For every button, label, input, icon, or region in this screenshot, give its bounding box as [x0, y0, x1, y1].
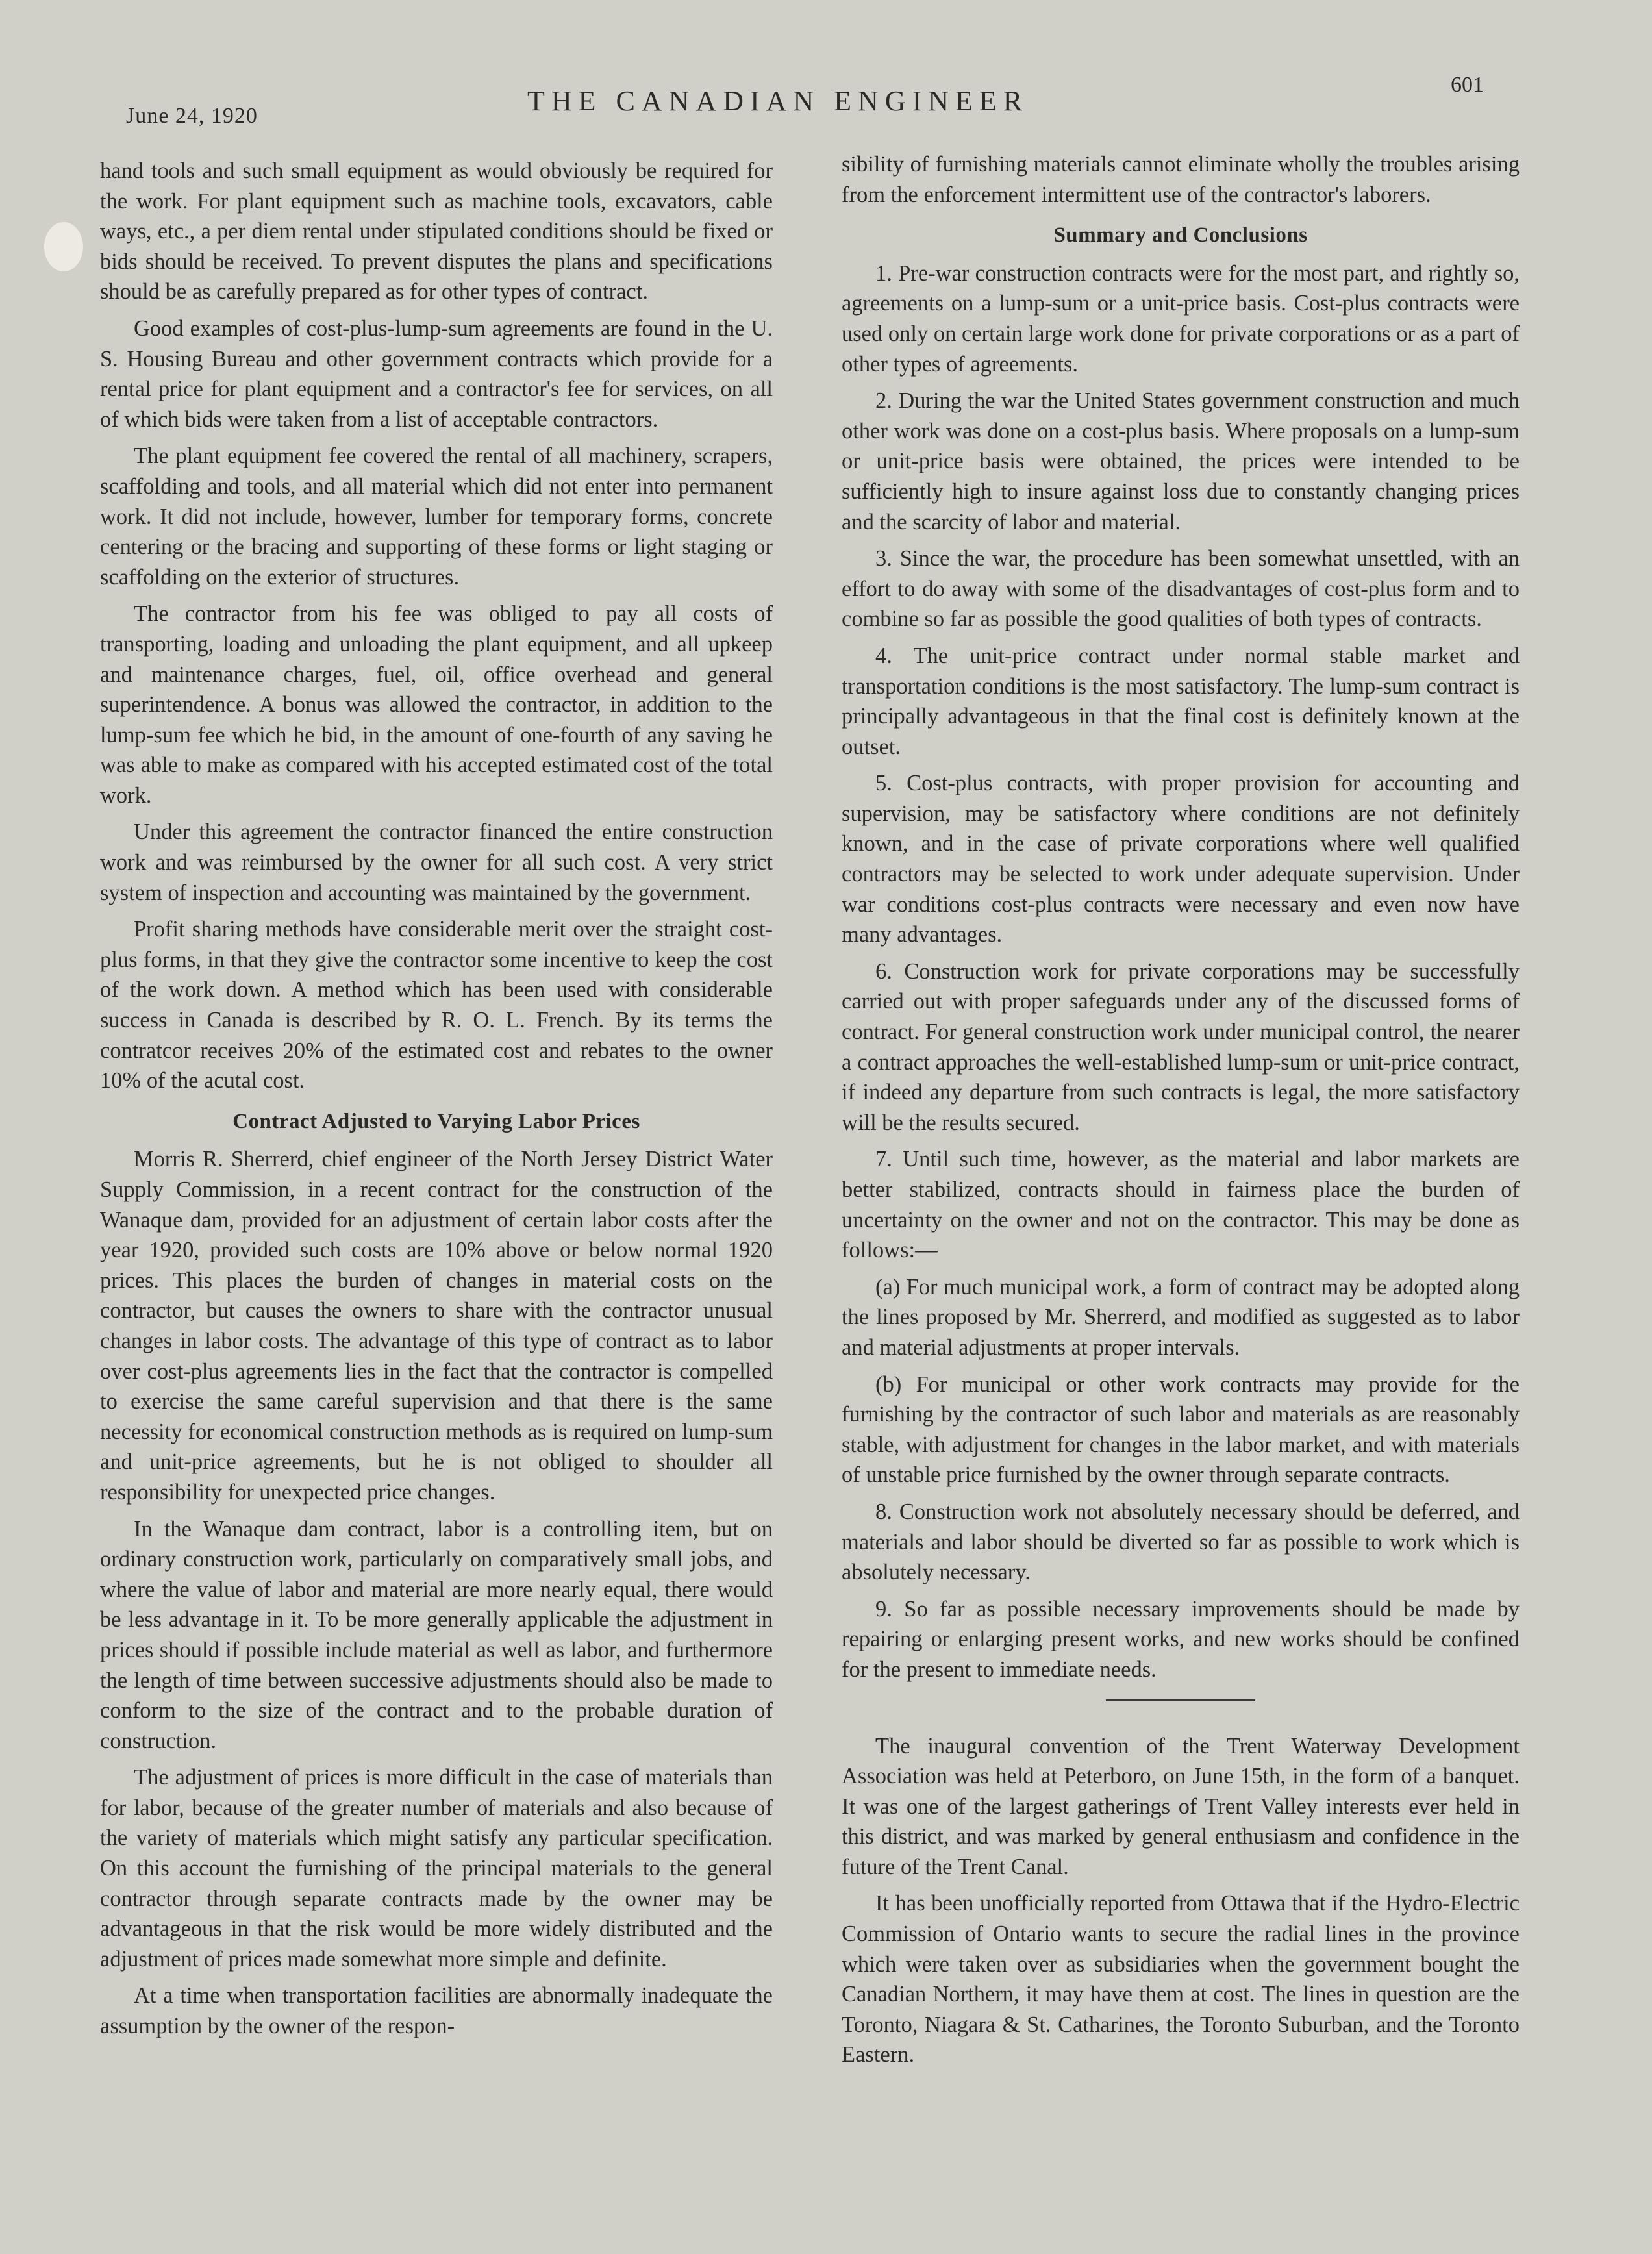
conclusion-item: 5. Cost-plus contracts, with proper provision for accounting and supervision, may be satisfactory where conditions are not definitely known, and in the case of private corporations where well qualified contractors may be selected to work under adequate supervision. Under war conditions cost-plus contracts were necessary and even now have many advantages.	[842, 771, 1520, 947]
paragraph: hand tools and such small equipment as would obviously be required for the work. For plant equipment such as machine tools, excavators, cable ways, etc., a per diem rental under stipulated conditions should be fixed or bids should be received. To prevent disputes the plans and specifications should be as carefully prepared as for other types of contract.	[100, 158, 773, 305]
paragraph: Morris R. Sherrerd, chief engineer of the North Jersey District Water Supply Commission, in a recent contract for the construction of the Wanaque dam, provided for an adjustment of certain labor costs after the year 1920, provided such costs are 10% above or below normal 1920 prices. This places the burden of changes in material costs on the contractor, but causes the owners to share with the contractor unusual changes in labor costs. The advantage of this type of contract as to labor over cost-plus agreements lies in the fact that the contractor is compelled to exercise the same careful supervision and that there is the same necessity for economical construction methods as is required on lump-sum and unit-price agreements, but he is not obliged to shoulder all responsibility for unexpected price changes.	[100, 1147, 773, 1505]
conclusion-item: 7. Until such time, however, as the material and labor markets are better stabilized, contracts should in fairness place the burden of uncertainty on the owner and not on the contractor. This may be done as follows:—	[842, 1147, 1520, 1263]
paragraph: The contractor from his fee was obliged to pay all costs of transporting, loading and unloading the plant equipment, and all upkeep and maintenance charges, fuel, oil, office overhead and general superintendence. A bonus was allowed the contractor, in addition to the lump-sum fee which he bid, in the amount of one-fourth of any saving he was able to make as compared with his accepted estimated cost of the total work.	[100, 601, 773, 808]
issue-date: June 24, 1920	[126, 104, 258, 128]
punch-hole	[44, 222, 83, 271]
conclusion-item: 1. Pre-war construction contracts were for the most part, and rightly so, agreements on a lump-sum or a unit-price basis. Cost-plus contracts were used only on certain large work done for private corporations or as a part of other types of agreements.	[842, 260, 1520, 377]
right-column	[842, 149, 1520, 2077]
conclusion-item: 6. Construction work for private corporations may be successfully carried out with proper safeguards under any of the discussed forms of contract. For general construction work under municipal control, the nearer a contract approaches the well-established lump-sum or unit-price contract, if indeed any departure from such contracts is legal, the more satisfactory will be the results secured.	[842, 958, 1520, 1135]
section-heading: Summary and Conclusions	[1053, 223, 1308, 247]
paragraph: Profit sharing methods have considerable merit over the straight cost-plus forms, in that they give the contractor some incentive to keep the cost of the work down. A method which has been used with considerable success in Canada is described by R. O. L. French. By its terms the contratcor receives 20% of the estimated cost and rebates to the owner 10% of the acutal cost.	[100, 917, 773, 1094]
news-item: It has been unofficially reported from Ottawa that if the Hydro-Electric Commission of Ontario wants to secure the radial lines in the province which were taken over as subsidiaries when the government bought the Canadian Northern, it may have them at cost. The lines in question are the Toronto, Niagara & St. Catharines, the Toronto Suburban, and the Toronto Eastern.	[842, 1891, 1520, 2068]
paragraph: At a time when transportation facilities are abnormally inadequate the assumption by the owner of the respon-	[100, 1983, 773, 2039]
conclusion-item: 4. The unit-price contract under normal stable market and transportation conditions is the most satisfactory. The lump-sum contract is principally advantageous in that the final cost is definitely known at the outset.	[842, 643, 1520, 759]
paragraph: The plant equipment fee covered the rental of all machinery, scrapers, scaffolding and tools, and all material which did not enter into permanent work. It did not include, however, lumber for temporary forms, concrete centering or the bracing and supporting of these forms or light staging or scaffolding on the exterior of structures.	[100, 444, 773, 590]
conclusion-subitem: (b) For municipal or other work contracts may provide for the furnishing by the contractor of such labor and materials as are reasonably stable, with adjustment for changes in the labor market, and with materials of unstable price furnished by the owner through separate contracts.	[842, 1371, 1520, 1488]
conclusion-item: 3. Since the war, the procedure has been somewhat unsettled, with an effort to do away with some of the disadvantages of cost-plus form and to combine so far as possible the good qualities of both types of contracts.	[842, 546, 1520, 632]
conclusion-item: 8. Construction work not absolutely necessary should be deferred, and materials and labor should be diverted so far as possible to work which is absolutely necessary.	[842, 1499, 1520, 1585]
divider	[1106, 1699, 1255, 1701]
section-heading: Contract Adjusted to Varying Labor Prices	[232, 1109, 640, 1133]
paragraph: Good examples of cost-plus-lump-sum agreements are found in the U. S. Housing Bureau and other government contracts which provide for a rental price for plant equipment and a contractor's fee for services, on all of which bids were taken from a list of acceptable contractors.	[100, 316, 773, 432]
conclusion-item: 2. During the war the United States government construction and much other work was done on a cost-plus basis. Where proposals on a lump-sum or unit-price basis were obtained, the prices were intended to be sufficiently high to insure against loss due to constantly changing prices and the scarcity of labor and material.	[842, 388, 1520, 534]
conclusion-subitem: (a) For much municipal work, a form of contract may be adopted along the lines proposed by Mr. Sherrerd, and modified as suggested as to labor and material adjustments at proper intervals.	[842, 1274, 1520, 1360]
paragraph: The adjustment of prices is more difficult in the case of materials than for labor, because of the greater number of materials and also because of the variety of materials which might satisfy any particular specification. On this account the furnishing of the principal materials to the general contractor through separate contracts made by the owner may be advantageous in that the risk would be more widely distributed and the adjustment of prices made somewhat more simple and definite.	[100, 1765, 773, 1972]
left-column	[100, 156, 773, 2048]
paragraph-continuation: sibility of furnishing materials cannot eliminate wholly the troubles arising from the enforcement intermittent use of the contractor's laborers.	[842, 152, 1520, 207]
journal-title: THE CANADIAN ENGINEER	[527, 85, 1029, 117]
conclusion-item: 9. So far as possible necessary improvements should be made by repairing or enlarging present works, and new works should be confined for the present to immediate needs.	[842, 1596, 1520, 1682]
news-item: The inaugural convention of the Trent Waterway Development Association was held at Peterboro, on June 15th, in the form of a banquet. It was one of the largest gatherings of Trent Valley interests ever held in this district, and was marked by general enthusiasm and confidence in the future of the Trent Canal.	[842, 1733, 1520, 1879]
page-number: 601	[1451, 73, 1484, 97]
paragraph: Under this agreement the contractor financed the entire construction work and was reimbursed by the owner for all such cost. A very strict system of inspection and accounting was maintained by the government.	[100, 820, 773, 905]
paragraph: In the Wanaque dam contract, labor is a controlling item, but on ordinary construction work, particularly on comparatively small jobs, and where the value of labor and material are more nearly equal, there would be less advantage in it. To be more generally applicable the adjustment in prices should if possible include material as well as labor, and furthermore the length of time between successive adjustments should also be made to conform to the size of the contract and to the probable duration of construction.	[100, 1516, 773, 1753]
